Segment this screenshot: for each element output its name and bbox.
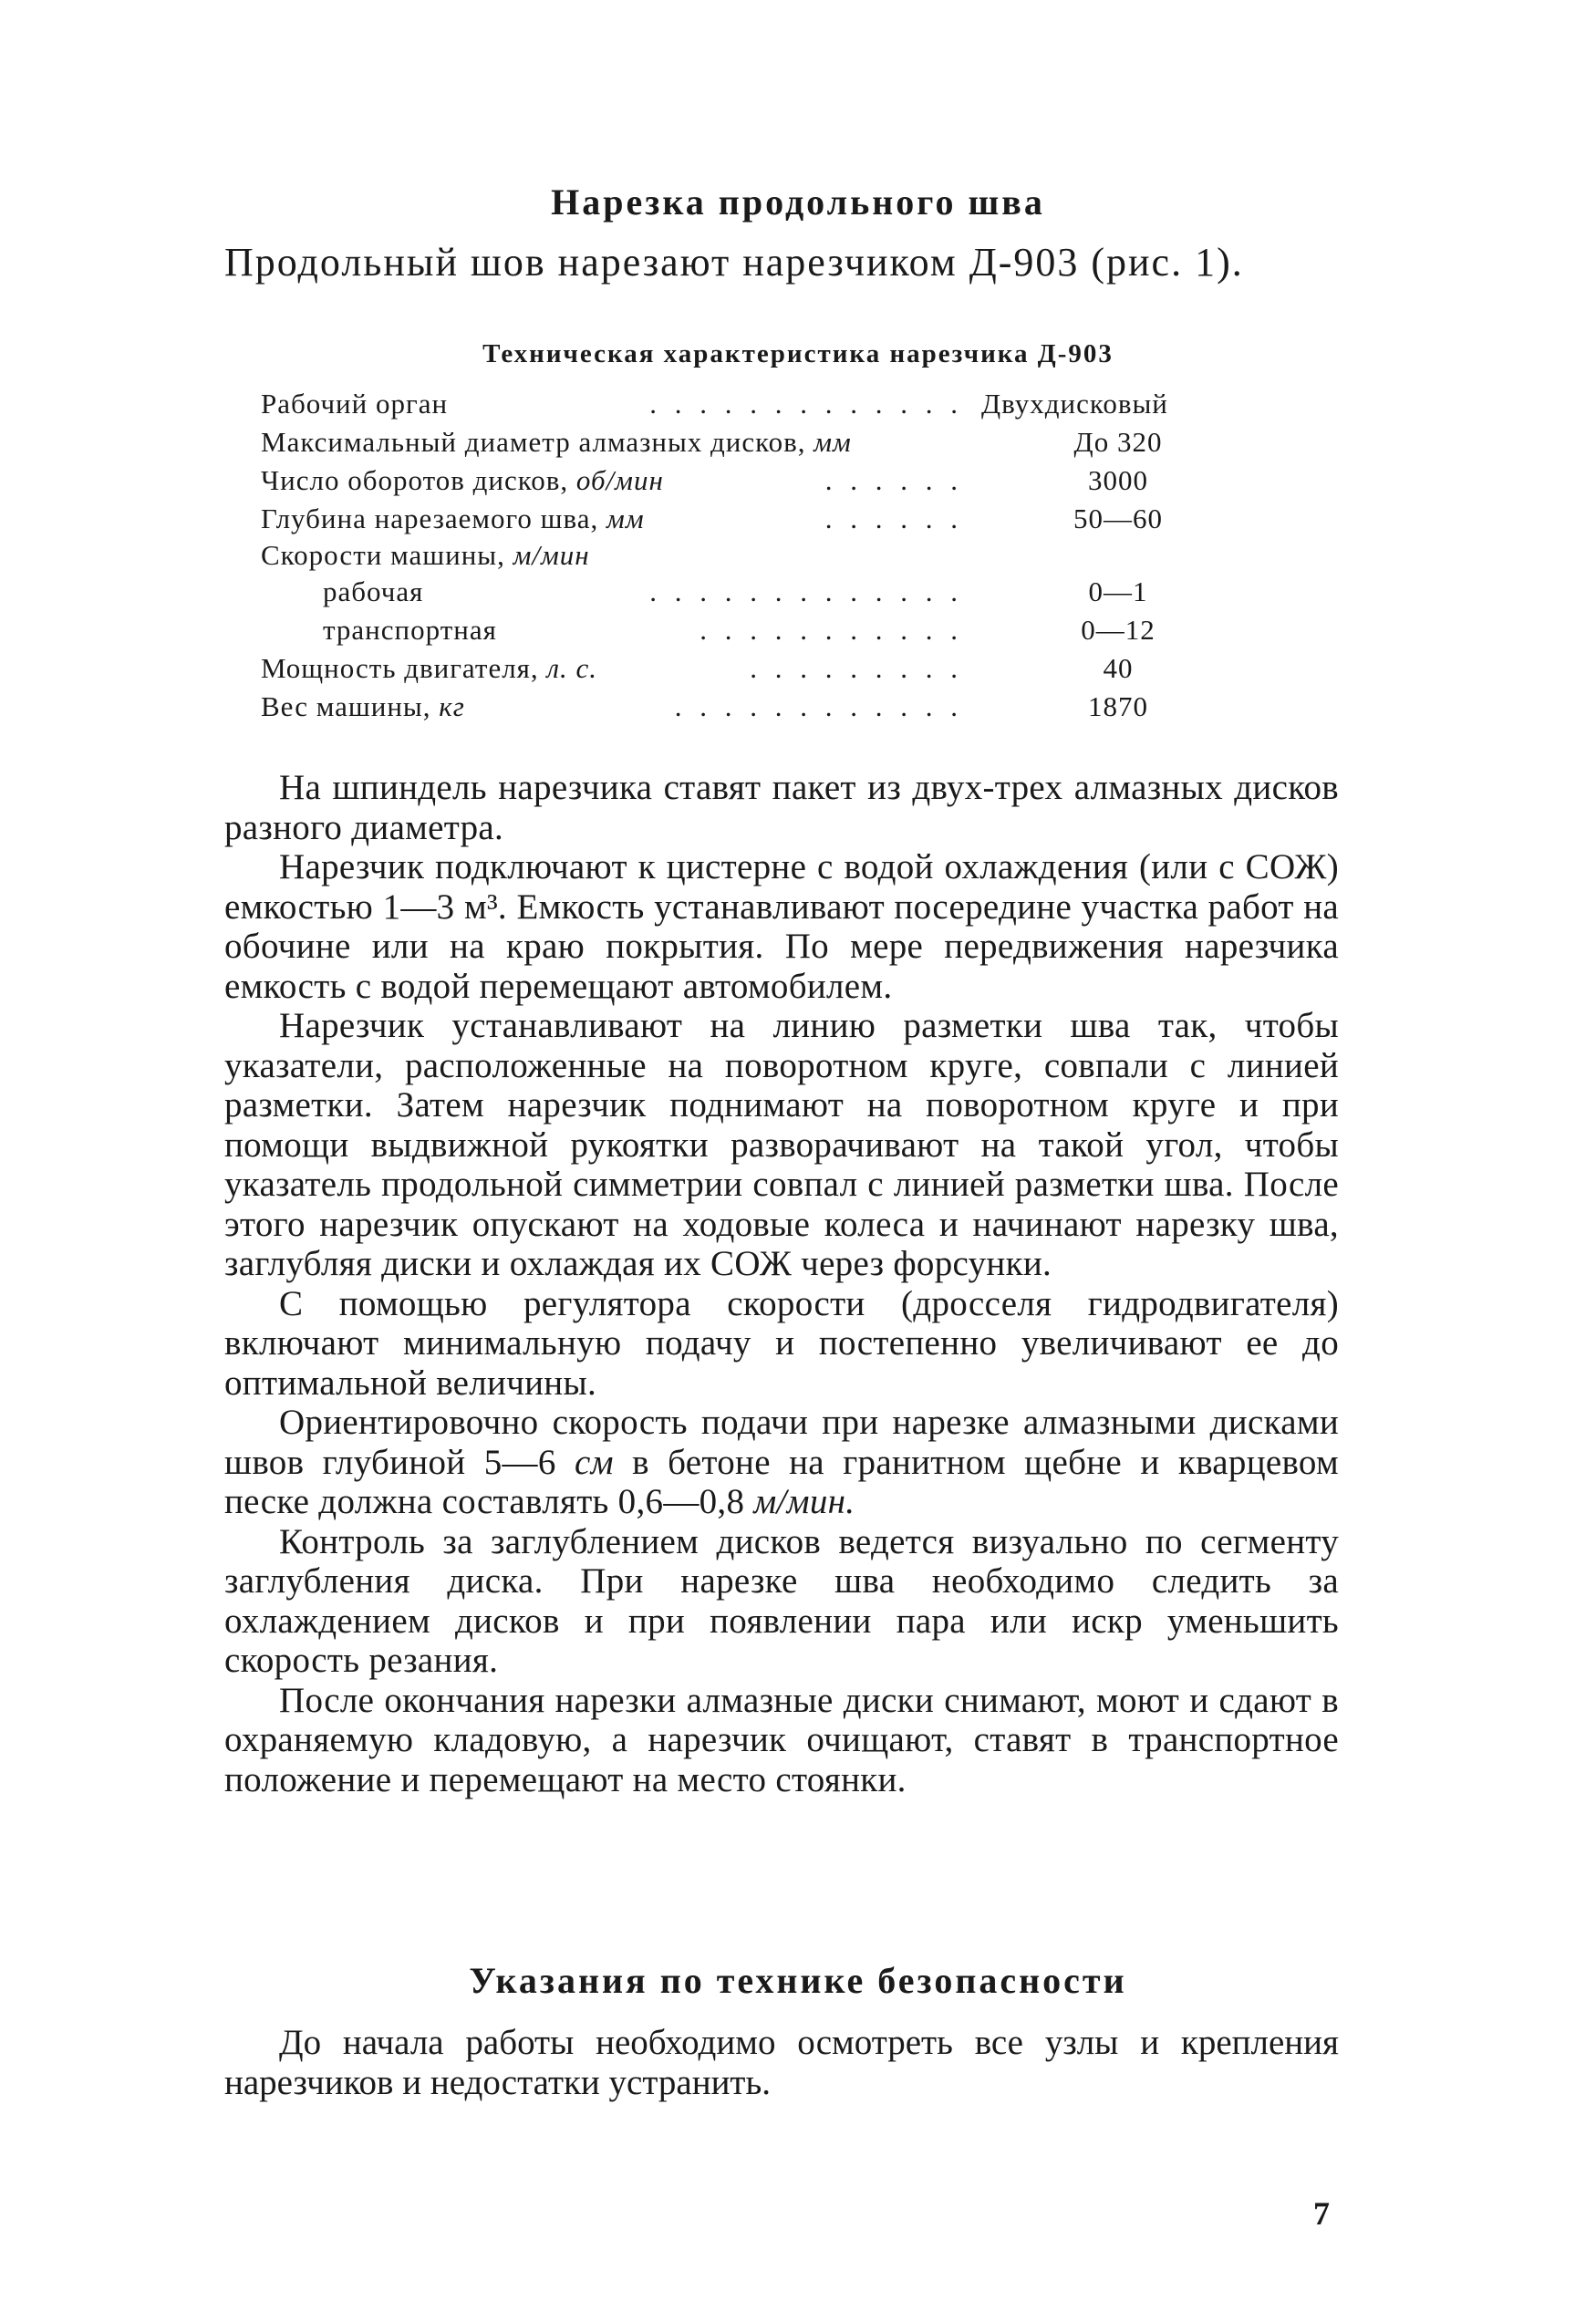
page-number: 7 — [1313, 2195, 1330, 2232]
intro-line: Продольный шов нарезают нарезчиком Д-903 (рис. 1). — [224, 240, 1244, 285]
leader-dots: . . . . . . . . . . . — [700, 614, 963, 646]
paragraph: На шпиндель нарезчика ставят пакет из двух-трех алмазных дисков разного диаметра. — [224, 768, 1339, 847]
spec-row — [261, 649, 1264, 688]
spec-value: 0—1 — [1088, 575, 1148, 607]
spec-label: Скорости машины, м/мин — [261, 539, 590, 571]
spec-label: Мощность двигателя, л. с. — [261, 652, 597, 684]
paragraph: После окончания нарезки алмазные диски снимают, моют и сдают в охраняемую кладовую, а нарезчик очищают, ставят в транспортное положение и перемещают на место стоянки. — [224, 1680, 1339, 1799]
spec-row — [261, 385, 1264, 423]
paragraph: Нарезчик подключают к цистерне с водой охлаждения (или с СОЖ) емкостью 1—3 м³. Емкость устанавливают посередине участка работ на обочине или на краю покрытия. По мере передвижения нарезчика емкость с водой перемещают автомобилем. — [224, 847, 1339, 1006]
spec-row — [261, 688, 1264, 726]
spec-row — [261, 538, 1264, 573]
spec-row — [261, 423, 1264, 461]
spec-label: транспортная — [323, 614, 497, 646]
leader-dots: . . . . . . — [824, 464, 963, 496]
safety-title: Указания по технике безопасности — [469, 1960, 1127, 2001]
spec-value: 0—12 — [1081, 614, 1156, 646]
spec-label: Максимальный диаметр алмазных дисков, мм — [261, 426, 852, 458]
spec-value: 40 — [1103, 652, 1134, 684]
spec-row — [261, 500, 1264, 538]
leader-dots: . . . . . . . . . . . . . — [649, 575, 963, 607]
spec-label: Число оборотов дисков, об/мин — [261, 464, 664, 496]
spec-value: 50—60 — [1073, 503, 1163, 534]
leader-dots: . . . . . . . . . . . . — [674, 690, 963, 722]
section-title: Нарезка продольного шва — [551, 181, 1045, 223]
leader-dots: . . . . . . . . . . . . . — [649, 388, 963, 420]
spec-value: 1870 — [1088, 690, 1148, 722]
spec-value: До 320 — [1073, 426, 1163, 458]
spec-row — [261, 573, 1264, 611]
spec-label: Глубина нарезаемого шва, мм — [261, 503, 645, 534]
paragraph: Нарезчик устанавливают на линию разметки шва так, чтобы указатели, расположенные на поворотном круге, совпали с линией разметки. Затем нарезчик поднимают на поворотном круге и при помощи выдвижной рукоятки разворачивают на такой угол, чтобы указатель продольной симметрии совпал с линией разметки шва. После этого нарезчик опускают на ходовые колеса и начинают нарезку шва, заглубляя диски и охлаждая их СОЖ через форсунки. — [224, 1006, 1339, 1283]
spec-value: 3000 — [1088, 464, 1148, 496]
spec-value: Двухдисковый — [981, 388, 1168, 420]
spec-label: рабочая — [323, 575, 424, 607]
leader-dots: . . . . . . . . . — [750, 652, 963, 684]
paragraph: Ориентировочно скорость подачи при нарезке алмазными дисками швов глубиной 5—6 см в бетоне на гранитном щебне и кварцевом песке должна составлять 0,6—0,8 м/мин. — [224, 1403, 1339, 1521]
spec-label: Рабочий орган — [261, 388, 449, 420]
safety-paragraph: До начала работы необходимо осмотреть все узлы и крепления нарезчиков и недостатки устранить. — [224, 2023, 1339, 2102]
paragraph: Контроль за заглублением дисков ведется визуально по сегменту заглубления диска. При нарезке шва необходимо следить за охлаждением дисков и при появлении пара или искр уменьшить скорость резания. — [224, 1521, 1339, 1680]
leader-dots: . . . . . . — [824, 503, 963, 534]
spec-label: Вес машины, кг — [261, 690, 465, 722]
body-text — [224, 768, 1339, 1799]
paragraph: С помощью регулятора скорости (дросселя гидродвигателя) включают минимальную подачу и постепенно увеличивают ее до оптимальной величины. — [224, 1283, 1339, 1403]
spec-row — [261, 611, 1264, 649]
spec-row — [261, 461, 1264, 500]
spec-table-caption: Техническая характеристика нарезчика Д-903 — [482, 339, 1114, 368]
spec-table — [261, 385, 1264, 726]
